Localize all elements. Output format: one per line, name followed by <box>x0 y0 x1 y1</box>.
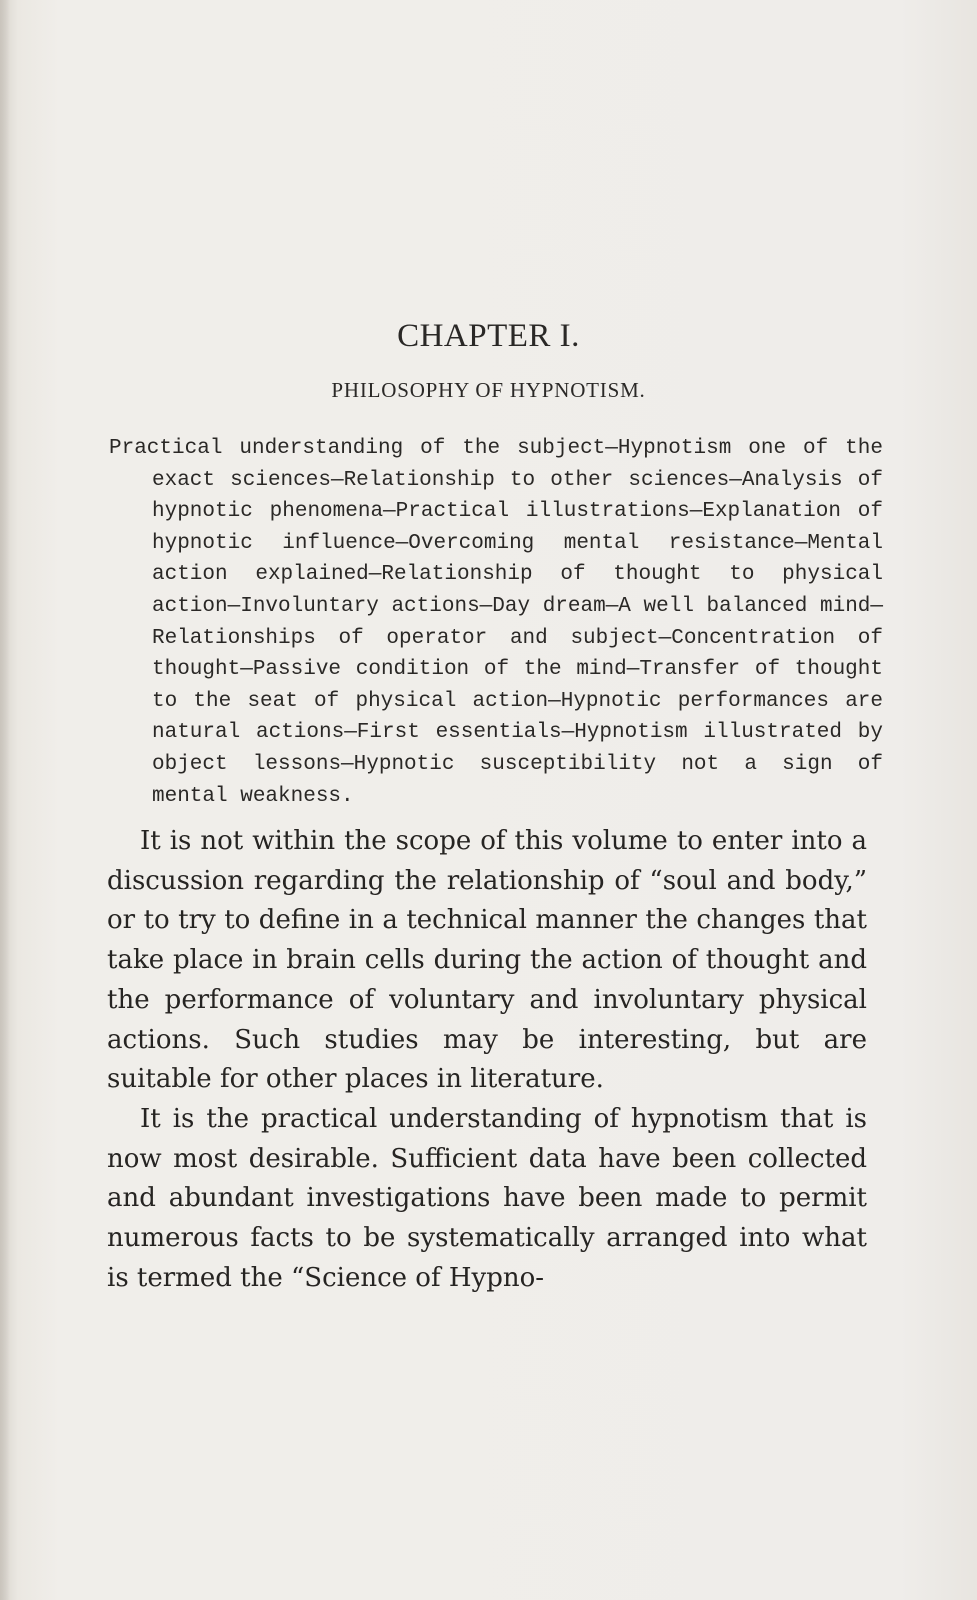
body-paragraph: It is not within the scope of this volume to enter into a discussion regarding the relationship of “soul and body,” or to try to define in a technical manner the changes that take place in brain cells during the action of thought and the performance of voluntary and involuntary physical actions. Such studies may be interesting, but are suitable for other places in literature. <box>107 826 867 1095</box>
page-edge-shadow <box>0 0 10 1600</box>
chapter-subtitle: PHILOSOPHY OF HYPNOTISM. <box>331 378 646 402</box>
chapter-body <box>107 822 867 1298</box>
chapter-title: CHAPTER I. <box>397 318 580 354</box>
body-paragraph: It is the practical understanding of hypnotism that is now most desirable. Sufficient data have been collected and abundant investigations have been made to permit numerous facts to be systematically arranged into what is termed the “Science of Hypno- <box>107 1103 867 1293</box>
chapter-synopsis: Practical understanding of the subject—Hypnotism one of the exact sciences—Relationship to other sciences—Analysis of hypnotic phenomena—Practical illustrations—Explanation of hypnotic influence—Overcoming mental resistance—Mental action explained—Relationship of thought to physical action—Involuntary actions—Day dream—A well balanced mind—Relationships of operator and subject—Concentration of thought—Passive condition of the mind—Transfer of thought to the seat of physical action—Hypnotic performances are natural actions—First essentials—Hypnotism illustrated by object lessons—Hypnotic susceptibility not a sign of mental weakness. <box>109 437 883 808</box>
